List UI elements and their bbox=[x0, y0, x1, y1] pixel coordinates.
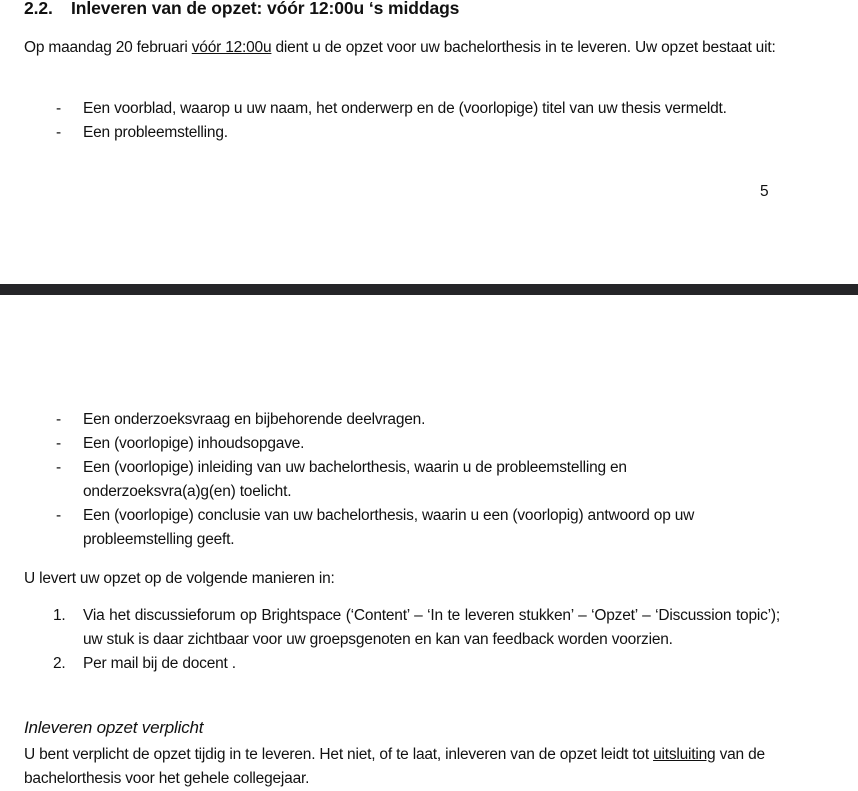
intro-text-before: Op maandag 20 februari bbox=[24, 39, 192, 56]
list-item bbox=[0, 97, 780, 121]
section-heading bbox=[24, 0, 459, 19]
list-item bbox=[0, 604, 780, 652]
bullet-dash: - bbox=[56, 100, 61, 117]
page-number: 5 bbox=[760, 183, 769, 200]
list-item-text: Een (voorlopige) conclusie van uw bachelorthesis, waarin u een (voorlopig) antwoord op uw probleemstelling geeft. bbox=[83, 507, 695, 548]
bullet-dash: - bbox=[56, 435, 61, 452]
requirements-list-part1 bbox=[0, 97, 800, 145]
obligation-subheading: Inleveren opzet verplicht bbox=[24, 718, 204, 737]
obligation-paragraph bbox=[24, 743, 784, 791]
list-item-text: Per mail bij de docent . bbox=[83, 655, 236, 672]
list-item bbox=[0, 432, 780, 456]
bullet-dash: - bbox=[56, 124, 61, 141]
list-item bbox=[0, 652, 780, 676]
list-item-text: Een probleemstelling. bbox=[83, 124, 228, 141]
section-title: Inleveren van de opzet: vóór 12:00u ‘s middags bbox=[71, 0, 460, 18]
list-item bbox=[0, 456, 780, 504]
bullet-dash: - bbox=[56, 507, 61, 524]
list-item bbox=[0, 504, 780, 552]
list-number: 2. bbox=[53, 655, 66, 672]
list-item-text: Een onderzoeksvraag en bijbehorende deelvragen. bbox=[83, 411, 426, 428]
requirements-list-part2 bbox=[0, 408, 800, 552]
list-item bbox=[0, 121, 780, 145]
delivery-intro: U levert uw opzet op de volgende manieren in: bbox=[24, 570, 335, 587]
obligation-text: U bent verplicht de opzet tijdig in te leveren. Het niet, of te laat, inleveren van de opzet leidt tot bbox=[24, 746, 654, 763]
document-page-5 bbox=[0, 0, 858, 284]
document-page-6 bbox=[0, 295, 858, 791]
bullet-dash: - bbox=[56, 459, 61, 476]
section-number: 2.2. bbox=[24, 0, 53, 18]
intro-text-after: dient u de opzet voor uw bachelorthesis in te leveren. Uw opzet bestaat uit: bbox=[271, 39, 776, 56]
list-item-text: Een (voorlopige) inhoudsopgave. bbox=[83, 435, 305, 452]
obligation-underlined: uitsluiting bbox=[653, 746, 716, 763]
intro-deadline-underlined: vóór 12:00u bbox=[191, 39, 272, 56]
list-item bbox=[0, 408, 780, 432]
list-item-text: Een voorblad, waarop u uw naam, het onderwerp en de (voorlopige) titel van uw thesis vermeldt. bbox=[83, 100, 727, 117]
intro-paragraph bbox=[24, 36, 784, 60]
bullet-dash: - bbox=[56, 411, 61, 428]
list-item-text: Via het discussieforum op Brightspace (‘Content’ – ‘In te leveren stukken’ – ‘Opzet’ – ‘Discussion topic’); uw stuk is daar zichtbaar voor uw groepsgenoten en kan van feedback worden voorzien. bbox=[83, 607, 780, 648]
obligation-text-after: van de bachelorthesis voor het gehele collegejaar. bbox=[24, 746, 765, 787]
page-separator bbox=[0, 284, 858, 295]
delivery-methods-list bbox=[0, 604, 800, 676]
list-item-text: Een (voorlopige) inleiding van uw bachelorthesis, waarin u de probleemstelling en onderzoeksvra(a)g(en) toelicht. bbox=[83, 459, 627, 500]
list-number: 1. bbox=[53, 607, 66, 624]
